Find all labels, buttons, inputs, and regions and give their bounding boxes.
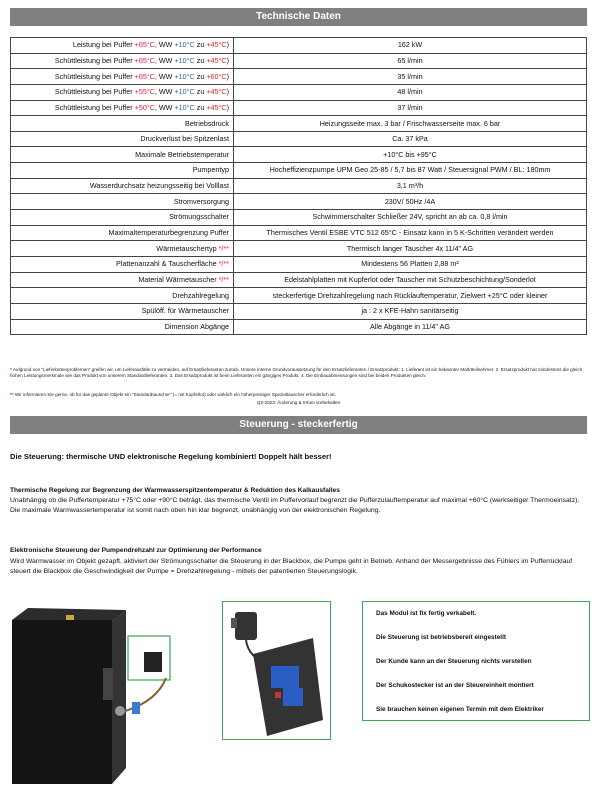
spec-row <box>11 100 587 116</box>
spec-label-part: */** <box>218 259 229 269</box>
spec-row <box>11 319 587 335</box>
benefit-item: Der Kunde kann an der Steuerung nichts verstellen <box>376 658 532 665</box>
footnote-supply <box>10 367 587 379</box>
spec-value: 3,1 m³/h <box>234 178 587 194</box>
spec-label-part: ) <box>226 102 229 112</box>
spec-value: Schwimmerschalter Schließer 24V, spricht an ab ca. 0,8 l/min <box>234 210 587 226</box>
spec-row <box>11 288 587 304</box>
spec-value: 48 l/min <box>234 84 587 100</box>
spec-row <box>11 53 587 69</box>
spec-label-part: Drehzahlregelung <box>172 290 229 300</box>
spec-value: 35 l/min <box>234 69 587 85</box>
spec-value: steckerfertige Drehzahlregelung nach Rücklauftemperatur, Zielwert +25°C oder kleiner <box>234 288 587 304</box>
spec-label-part: , WW <box>154 87 175 97</box>
spec-label-part: , WW <box>154 71 175 81</box>
footnote-star: ** <box>10 392 14 397</box>
spec-label-part: zu <box>194 40 207 50</box>
spec-label-part: Spülöff. für Wärmetauscher <box>141 306 229 316</box>
spec-row <box>11 225 587 241</box>
spec-label <box>11 100 234 116</box>
spec-label-part: , WW <box>154 102 175 112</box>
spec-row <box>11 210 587 226</box>
spec-label <box>11 272 234 288</box>
spec-label-part: +65°C <box>134 71 155 81</box>
control-headline: Die Steuerung: thermische UND elektronische Regelung kombiniert! Doppelt hält besser! <box>10 452 332 461</box>
spec-label-part: +45°C <box>206 40 227 50</box>
footnote-revision: Q2-2023: Änderung & Irrtum vorbehalten <box>256 400 341 405</box>
spec-label-part: zu <box>194 71 207 81</box>
spec-row <box>11 38 587 54</box>
spec-label-part: Maximaltemperaturbegrenzung Puffer <box>108 228 229 237</box>
spec-label <box>11 53 234 69</box>
spec-label-part: Leistung bei Puffer <box>72 40 135 50</box>
spec-label <box>11 69 234 85</box>
spec-label-part: Maximale Betriebstemperatur <box>135 149 229 159</box>
spec-value: Thermisches Ventil ESBE VTC 512 65°C - Einsatz kann in 5 K-Schritten verändert werden <box>234 225 587 241</box>
spec-row <box>11 163 587 179</box>
spec-label-part: ) <box>226 55 229 65</box>
spec-label-part: Druckverlust bei Spitzenlast <box>140 134 229 144</box>
spec-label <box>11 116 234 132</box>
spec-label-part: */** <box>218 274 229 284</box>
spec-value: Mindestens 56 Platten 2,88 m² <box>234 256 587 272</box>
spec-label <box>11 319 234 335</box>
electronic-section-text: Wird Warmwasser im Objekt gezapft, aktiviert der Strömungsschalter die Steuerung in der Blackbox, die Pumpe geht in Betrieb. Anhand der Messergebnisse des Fühlers im Pufferrücklauf steuert die Blackbox die Geschwindigkeit der Pumpe = Drehzahlregelung - mittels der patentierten Steuerungslogik. <box>10 558 573 575</box>
spec-label-part: Pumpentyp <box>192 165 229 175</box>
footnote-exchanger <box>10 392 587 398</box>
spec-label <box>11 38 234 54</box>
thermal-section-title: Thermische Regelung zur Begrenzung der Warmwasserspitzentemperatur & Reduktion des Kalkausfalles <box>10 487 340 494</box>
spec-label <box>11 288 234 304</box>
spec-label-part: +10°C <box>174 40 195 50</box>
spec-label-part: +55°C <box>134 87 155 97</box>
spec-value: Ca. 37 kPa <box>234 131 587 147</box>
spec-label-part: +10°C <box>174 55 195 65</box>
spec-row <box>11 241 587 257</box>
spec-row <box>11 256 587 272</box>
spec-label-part: Plattenanzahl & Tauscherfläche <box>116 259 219 269</box>
spec-row <box>11 303 587 319</box>
spec-value: Alle Abgänge in 11/4" AG <box>234 319 587 335</box>
spec-label <box>11 194 234 210</box>
spec-label-part: +45°C <box>206 102 227 112</box>
spec-label <box>11 303 234 319</box>
benefit-item: Die Steuerung ist betriebsbereit eingestellt <box>376 634 506 641</box>
spec-label-part: +50°C <box>134 102 155 112</box>
spec-label-part: +10°C <box>174 71 195 81</box>
control-unit-photo-card <box>222 601 331 740</box>
thermal-section-text: Unabhängig ob die Puffertemperatur +75°C oder +90°C beträgt, das thermische Ventil im Puffervorlauf begrenzt die Pufferzulauftemperatur auf maximal +60°C (werkseitiger Thermoeinsatz). Die maximale Warmwassertemperatur ist somit nach oben hin klar begrenzt, unabhängig von der elektronischen Regelung. <box>10 497 580 514</box>
footnote-star: * <box>10 367 12 372</box>
spec-value: Edelstahlplatten mit Kupferlot oder Tauscher mit Schutzbeschichtung/Sonderlot <box>234 272 587 288</box>
spec-label-part: Stromversorgung <box>173 196 229 206</box>
spec-row <box>11 272 587 288</box>
control-unit-illustration <box>223 602 330 739</box>
spec-value: ja : 2 x KFE-Hahn sanitärseitig <box>234 303 587 319</box>
spec-label-part: Wasserdurchsatz heizungsseitig bei Volllast <box>89 181 229 191</box>
spec-label-part: +60°C <box>206 71 227 81</box>
spec-label <box>11 241 234 257</box>
spec-label <box>11 256 234 272</box>
spec-label <box>11 163 234 179</box>
spec-label-part: Strömungsschalter <box>169 212 229 222</box>
spec-label-part: zu <box>194 102 207 112</box>
spec-label <box>11 147 234 163</box>
spec-label-part: */** <box>218 243 229 253</box>
spec-label <box>11 178 234 194</box>
spec-row <box>11 69 587 85</box>
spec-label-part: +10°C <box>174 102 195 112</box>
electronic-section-title: Elektronische Steuerung der Pumpendrehzahl zur Optimierung der Performance <box>10 547 262 554</box>
footnote-text: Aufgrund von "Lieferkettenproblemen" greifen wir, um Lieferausfälle zu vermeiden, auf Ersatzlieferanten zurück. Unsere interne Grundvoraussetzung für den Ersatzlieferanten / Ersatzprodukt: 1. Lieferant ist ein bekannter Marktteilnehmer. 2. Ersatzprodukt hat mindestens die gleich hohen Leistungsmerkmale wie das Produkt von unserem Standardlieferanten. 3. Das Ersatzprodukt ist beim Lieferanten ein gängiges Produkt. 4. Die Einbauabmessungen sind bei beiden Produkten gleich. <box>10 367 583 378</box>
spec-value: 65 l/min <box>234 53 587 69</box>
spec-value: Hocheffizienzpumpe UPM Geo 25-85 / 5,7 bis 87 Watt / Steuersignal PWM / BL: 180mm <box>234 163 587 179</box>
spec-label <box>11 225 234 241</box>
spec-table <box>10 37 587 335</box>
spec-value: Heizungsseite max. 3 bar / Frischwasserseite max. 6 bar <box>234 116 587 132</box>
spec-label-part: Dimension Abgänge <box>164 321 229 331</box>
benefits-card <box>362 601 590 721</box>
spec-label-part: Betriebsdruck <box>185 118 229 128</box>
spec-label-part: Schüttleistung bei Puffer <box>54 71 135 81</box>
spec-label-part: ) <box>226 87 229 97</box>
spec-label-part: +45°C <box>206 55 227 65</box>
spec-label-part: +45°C <box>206 87 227 97</box>
spec-value: 230V/ 50Hz /4A <box>234 194 587 210</box>
benefit-item: Sie brauchen keinen eigenen Termin mit dem Elektriker <box>376 706 544 713</box>
benefit-item: Das Modul ist fix fertig verkabelt. <box>376 610 477 617</box>
spec-label-part: +65°C <box>134 55 155 65</box>
benefit-item: Der Schukostecker ist an der Steuereinheit montiert <box>376 682 534 689</box>
spec-label-part: ) <box>226 71 229 81</box>
spec-value: 162 kW <box>234 38 587 54</box>
module-unit-image <box>8 598 184 788</box>
spec-label <box>11 131 234 147</box>
spec-label-part: Schüttleistung bei Puffer <box>54 55 135 65</box>
spec-label-part: +65°C <box>134 40 155 50</box>
spec-label-part: , WW <box>154 40 175 50</box>
section-header-control: Steuerung - steckerfertig <box>10 416 587 434</box>
spec-label <box>11 84 234 100</box>
spec-row <box>11 131 587 147</box>
spec-label-part: zu <box>194 87 207 97</box>
spec-label-part: Schüttleistung bei Puffer <box>54 87 135 97</box>
spec-label-part: Schüttleistung bei Puffer <box>54 102 135 112</box>
spec-row <box>11 147 587 163</box>
spec-label <box>11 210 234 226</box>
footnote-text: Wir informieren Sie gerne, ob für das geplante Objekt ein "Standardtauscher" (= mit Kupferlot) oder wirklich ein höherpreisiger Spezialtauscher erforderlich ist. <box>13 392 336 397</box>
spec-label-part: ) <box>226 40 229 50</box>
spec-row <box>11 116 587 132</box>
spec-value: +10°C bis +95°C <box>234 147 587 163</box>
spec-label-part: zu <box>194 55 207 65</box>
spec-label-part: Wärmetauschertyp <box>156 243 219 253</box>
section-header-technical-data: Technische Daten <box>10 8 587 26</box>
spec-label-part: +10°C <box>174 87 195 97</box>
spec-value: Thermisch langer Tauscher 4x 11/4" AG <box>234 241 587 257</box>
spec-label-part: , WW <box>154 55 175 65</box>
spec-row <box>11 194 587 210</box>
spec-row <box>11 84 587 100</box>
spec-value: 37 l/min <box>234 100 587 116</box>
spec-label-part: Material Wärmetauscher <box>138 274 219 284</box>
spec-row <box>11 178 587 194</box>
